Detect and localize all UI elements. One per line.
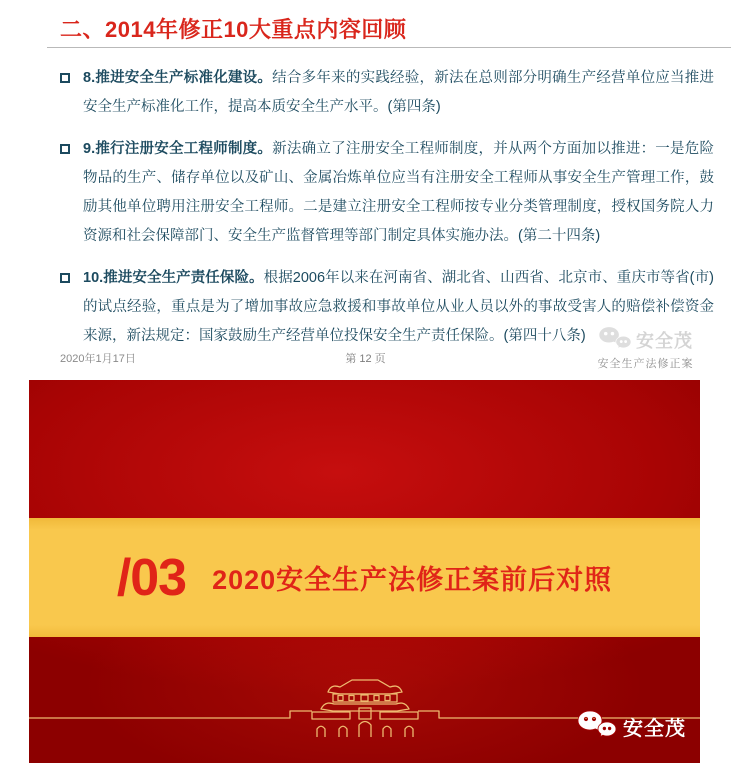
brand-name: 安全茂 [623,717,686,740]
footer-date: 2020年1月17日 [60,353,136,365]
bullet-body: 新法确立了注册安全工程师制度，并从两个方面加以推进：一是危险物品的生产、储存单位以及矿山、金属冶炼单位应当有注册安全工程师从事安全生产管理工作，鼓励其他单位聘用注册安全工程师。二是建立注册安全工程师按专业分类管理制度，授权国务院人力资源和社会保障部门、安全生产监督管理等部门制定具体实施办法。(第二十四条) [83,141,715,244]
bullet-lead: 10.推进安全生产责任保险。 [83,270,264,286]
bullet-text [83,135,714,251]
wechat-bubbles-icon [577,710,617,742]
wechat-bubbles-icon [598,326,632,353]
bullet-body: 根据2006年以来在河南省、湖北省、山西省、北京市、重庆市等省(市)的试点经验，重点是为了增加事故应急救援和事故单位从业人员以外的事故受害人的赔偿补偿资金来源，新法规定：国家鼓励生产经营单位投保安全生产责任保险。(第四十八条) [83,270,714,344]
brand-logo [577,710,686,742]
title-divider [47,47,731,48]
hollow-square-icon [60,273,70,283]
slide-review [0,0,731,378]
tiananmen-gate-icon [29,650,700,763]
watermark-caption: 安全生产法修正案 [597,358,694,370]
hollow-square-icon [60,73,70,83]
bullet-body: 结合多年来的实践经验，新法在总则部分明确生产经营单位应当推进安全生产标准化工作，提高本质安全生产水平。(第四条) [83,70,715,115]
watermark-brand: 安全茂 [636,330,693,351]
bullet-item-8 [60,64,714,122]
bullet-lead: 9.推行注册安全工程师制度。 [83,141,273,157]
bullet-text [83,64,714,122]
hollow-square-icon [60,144,70,154]
bullet-lead: 8.推进安全生产标准化建设。 [83,70,273,86]
footer-page-number: 第 12 页 [345,353,386,365]
slide-title: 二、2014年修正10大重点内容回顾 [60,17,407,42]
section-band [29,518,700,637]
section-number: /03 [116,548,187,607]
bullet-list [60,64,714,364]
slide-section-divider [29,380,700,763]
watermark [578,326,713,371]
bullet-item-9 [60,135,714,251]
section-title: 2020安全生产法修正案前后对照 [212,565,613,595]
